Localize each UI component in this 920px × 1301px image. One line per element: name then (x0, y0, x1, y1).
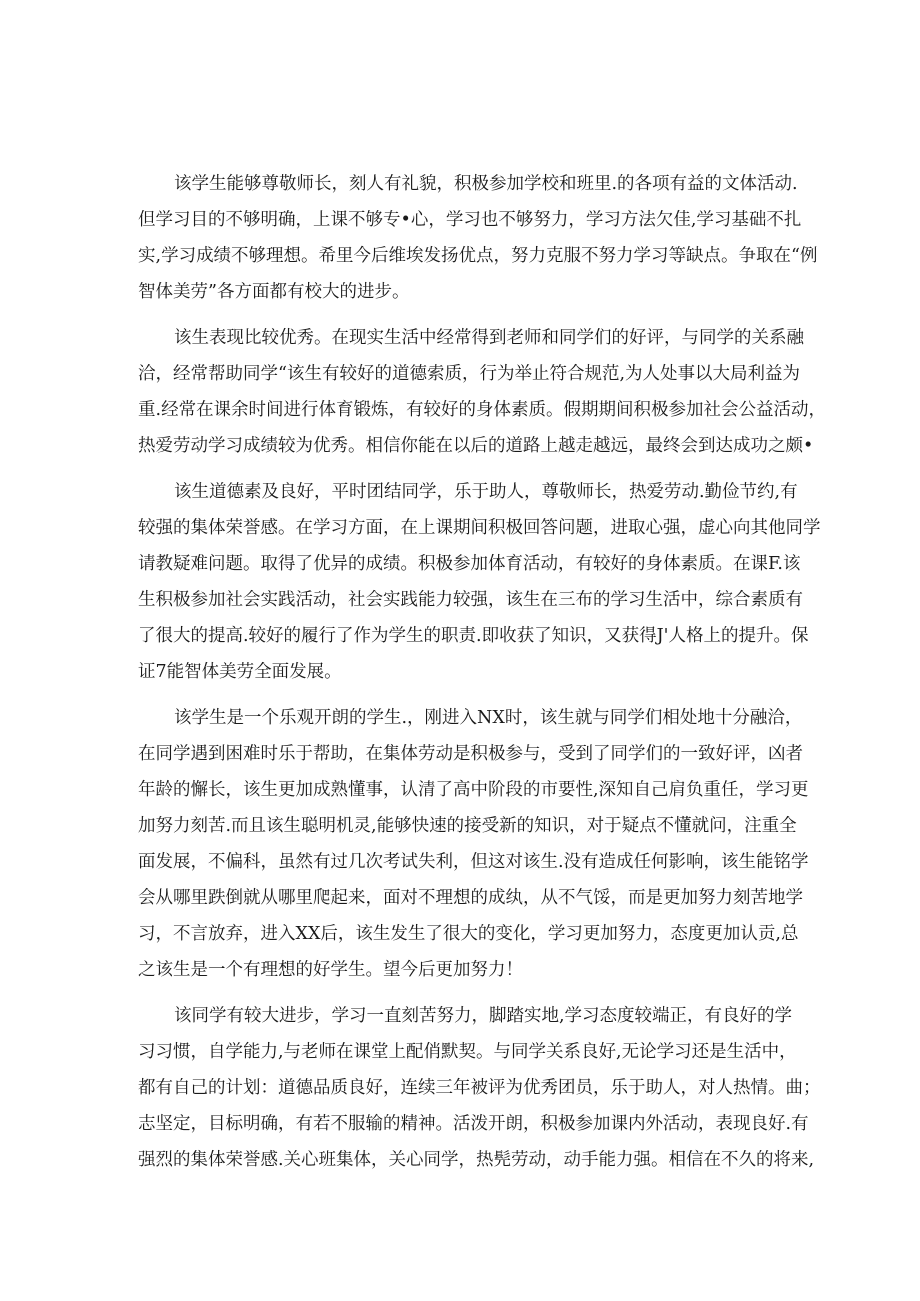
text-line: 年龄的懈长，该生更加成熟懂事，认清了高中阶段的市要性,深知自己肩负重任，学习更 (138, 780, 809, 800)
paragraph-1 (138, 166, 818, 310)
text-line: 洽，经常帮助同学“该生有较好的道德索质，行为举止符合规范,为人处事以大局利益为 (138, 364, 801, 384)
text-line: 热爱劳动学习成绩较为优秀。相信你能在以后的道路上越走越远，最终会到达成功之颇• (138, 436, 814, 456)
text-line: 但学习目的不够明确，上课不够专•心，学习也不够努力，学习方法欠佳,学习基础不扎 (138, 210, 802, 230)
paragraph-2 (138, 320, 827, 464)
text-line: 该生道德素及良好，平时团结同学，乐于助人，尊敬师长，热爱劳动.勤俭节约,有 (174, 482, 798, 502)
text-line: 证7能智体美劳全面发展。 (138, 662, 342, 682)
text-line: 强烈的集体荣誉感.关心班集体，关心同学，热髡劳动，动手能力强。相信在不久的将来, (138, 1150, 815, 1170)
document-body (138, 166, 827, 1188)
text-line: 实,学习成绩不够理想。希里今后维埃发扬优点，努力克服不努力学习等缺点。争取在“例 (138, 246, 818, 266)
text-line: 该学生是一个乐观开朗的学生.，刚进入NX时，该生就与同学们相处地十分融洽， (174, 708, 803, 728)
text-line: 习习惯，自学能力,与老师在课堂上配俏默契。与同学关系良好,无论学习还是生活中， (138, 1042, 797, 1062)
text-line: 生积极参加社会实践活动，社会实践能力较强，该生在三布的学习生活中，综合素质有 (138, 590, 803, 610)
text-line: 之该生是一个有理想的好学生。望今后更加努力！ (138, 960, 523, 980)
text-line: 在同学遇到困难时乐于帮助，在集体劳动是积极参与，受到了同学们的一致好评，凶者 (138, 744, 803, 764)
text-line: 较强的集体荣誉感。在学习方面，在上课期间积极回答问题，进取心强，虚心向其他同学 (138, 518, 821, 538)
text-line: 志坚定，目标明确，有若不服输的精神。活泼开朗，积极参加课内外活动，表现良好.有 (138, 1114, 809, 1134)
paragraph-3 (138, 474, 821, 690)
paragraph-5 (138, 998, 821, 1178)
text-line: 会从哪里跌倒就从哪里爬起来，面对不理想的成纨，从不气馁，而是更加努力刻苦地学 (138, 888, 803, 908)
text-line: 该同学有较大进步，学习一直刻苦努力，脚踏实地,学习态度较端正，有良好的学 (174, 1006, 793, 1026)
text-line: 面发展，不偏科，虽然有过几次考试失利，但这对该生.没有造成任何影响，该生能铭学 (138, 852, 809, 872)
text-line: 重.经常在课余时间进行体育锻炼，有较好的身体素质。假期期间积极参加社会公益活动， (138, 400, 827, 420)
text-line: 该学生能够尊敬师长，刻人有礼貌，积极参加学校和班里.的各项有益的文体活动. (174, 174, 798, 194)
text-line: 了很大的提高.较好的履行了作为学生的职责.即收获了知识，又获得J'人格上的提升。保 (138, 626, 809, 646)
text-line: 都有自己的计划：道德品质良好，连续三年被评为优秀团员，乐于助人，对人热情。曲； (138, 1078, 821, 1098)
text-line: 加努力刻苦.而且该生聪明机灵,能够快速的接受新的知识，对于疑点不懂就问，注重全 (138, 816, 797, 836)
text-line: 请教疑难问题。取得了优异的成绩。积极参加体育活动，有较好的身体素质。在课F.该 (138, 554, 801, 574)
text-line: 习，不言放弃，进入XX后，该生发生了很大的变化，学习更加努力，态度更加认贡,总 (138, 924, 799, 944)
text-line: 该生表现比较优秀。在现实生活中经常得到老师和同学们的好评，与同学的关系融 (174, 328, 804, 348)
text-line: 智体美劳”各方面都有校大的进步。 (138, 282, 410, 302)
paragraph-4 (138, 700, 809, 988)
